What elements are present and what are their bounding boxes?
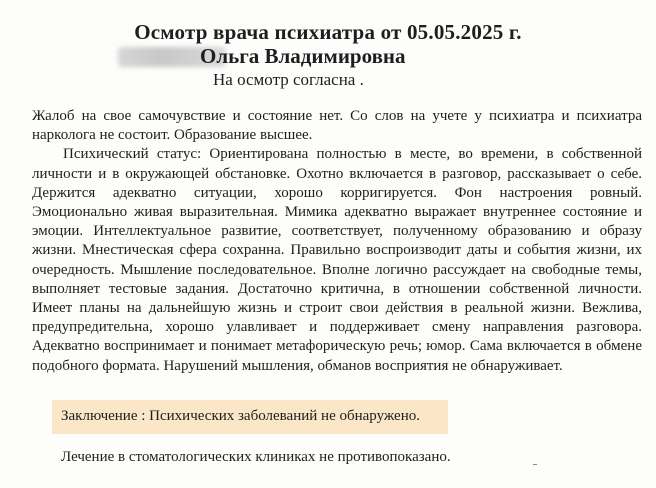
patient-name: Ольга Владимировна xyxy=(200,44,406,68)
consent-statement: На осмотр согласна . xyxy=(213,70,364,89)
conclusion-text: Заключение : Психических заболеваний не обнаружено. xyxy=(61,408,420,424)
treatment-note: Лечение в стоматологических клиниках не противопоказано. xyxy=(61,449,451,465)
document-title: Осмотр врача психиатра от 05.05.2025 г. xyxy=(134,20,522,44)
mental-status-paragraph: Психический статус: Ориентирована полностью в месте, во времени, в собственной личности и в окружающей обстановке. Охотно включается в разговор, рассказывает о себе. Держится адекватно ситуации, хорошо корригируется. Фон настроения ровный. Эмоционально живая выразительная. Мимика адекватно выражает внутреннее состояние и эмоции. Интеллектуальное развитие, соответствует, полученному образованию и образу жизни. Мнестическая сфера сохранна. Правильно воспроизводит даты и события жизни, их очередность. Мышление последовательное. Вполне логично рассуждает на свободные темы, выполняет тестовые задания. Достаточно критична, в отношении собственной личности. Имеет планы на дальнейшую жизнь и строит свои действия в реальной жизни. Вежлива, предупредительна, хорошо улавливает и поддерживает смену направления разговора. Адекватно воспринимает и понимает метафорическую речь; юмор. Сама включается в обмене подобного формата. Нарушений мышления, обманов восприятия не обнаруживает. xyxy=(32,146,642,374)
examination-body xyxy=(32,107,642,376)
scan-speck xyxy=(533,464,537,465)
complaints-paragraph: Жалоб на свое самочувствие и состояние нет. Со слов на учете у психиатра и психиатра нарколога не состоит. Образование высшее. xyxy=(32,108,642,144)
